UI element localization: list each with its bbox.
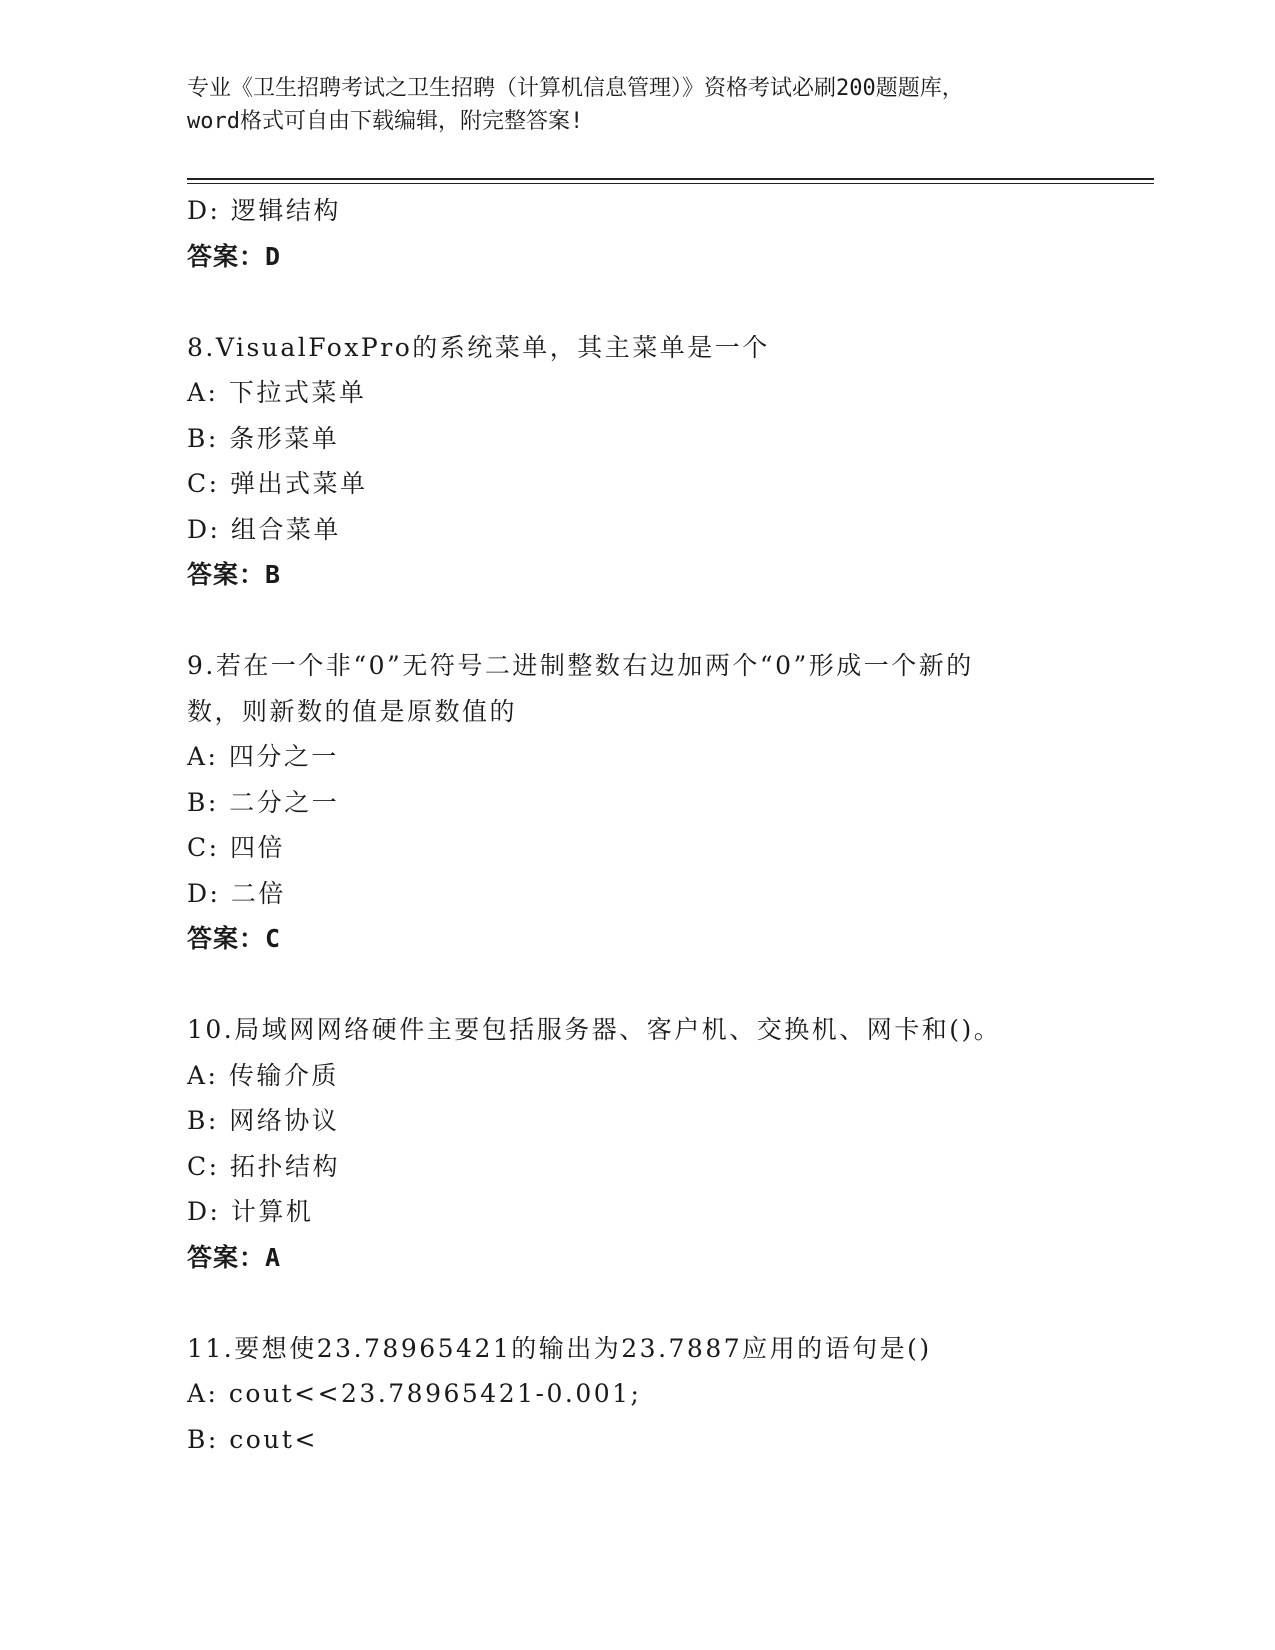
document-header — [187, 72, 1087, 138]
option-d: D: 计算机 — [187, 1197, 314, 1226]
question-9 — [187, 643, 1147, 962]
option-c: C: 拓扑结构 — [187, 1151, 340, 1181]
spacer — [187, 598, 1147, 644]
option-a: A: cout<<23.78965421-0.001; — [187, 1379, 642, 1408]
answer-line: 答案：A — [187, 1242, 282, 1272]
question-stem-line-2: 数，则新数的值是原数值的 — [187, 696, 518, 726]
question-7-tail — [187, 188, 1147, 279]
spacer — [187, 962, 1147, 1008]
question-11 — [187, 1326, 1147, 1463]
question-stem-line-1: 9.若在一个非“0”无符号二进制整数右边加两个“0”形成一个新的 — [187, 651, 974, 680]
answer-line: 答案：B — [187, 560, 282, 589]
spacer — [187, 1280, 1147, 1326]
option-b: B: 条形菜单 — [187, 423, 340, 453]
option-c: C: 四倍 — [187, 833, 285, 862]
option-d: D: 组合菜单 — [187, 514, 341, 544]
option-a: A: 下拉式菜单 — [187, 378, 367, 407]
answer-line: 答案：C — [187, 924, 282, 953]
header-line-1: 专业《卫生招聘考试之卫生招聘（计算机信息管理）》资格考试必刷200题题库， — [187, 76, 964, 101]
question-10 — [187, 1007, 1147, 1280]
header-divider — [187, 178, 1154, 184]
spacer — [187, 279, 1147, 325]
question-stem: 11.要想使23.78965421的输出为23.7887应用的语句是() — [187, 1333, 932, 1363]
header-line-2: word格式可自由下载编辑，附完整答案! — [187, 109, 584, 134]
answer-line: 答案：D — [187, 241, 282, 271]
option-d: D: 二倍 — [187, 878, 286, 908]
option-b: B: 二分之一 — [187, 787, 340, 817]
option-b: B: 网络协议 — [187, 1106, 340, 1135]
question-8 — [187, 325, 1147, 598]
option-b: B: cout< — [187, 1424, 318, 1454]
option-a: A: 传输介质 — [187, 1060, 339, 1090]
option-c: C: 弹出式菜单 — [187, 469, 368, 498]
option-a: A: 四分之一 — [187, 742, 339, 771]
question-stem: 10.局域网网络硬件主要包括服务器、客户机、交换机、网卡和()。 — [187, 1015, 1002, 1044]
question-stem: 8.VisualFoxPro的系统菜单，其主菜单是一个 — [187, 332, 770, 362]
question-list — [187, 188, 1147, 1462]
option-d: D: 逻辑结构 — [187, 196, 341, 225]
